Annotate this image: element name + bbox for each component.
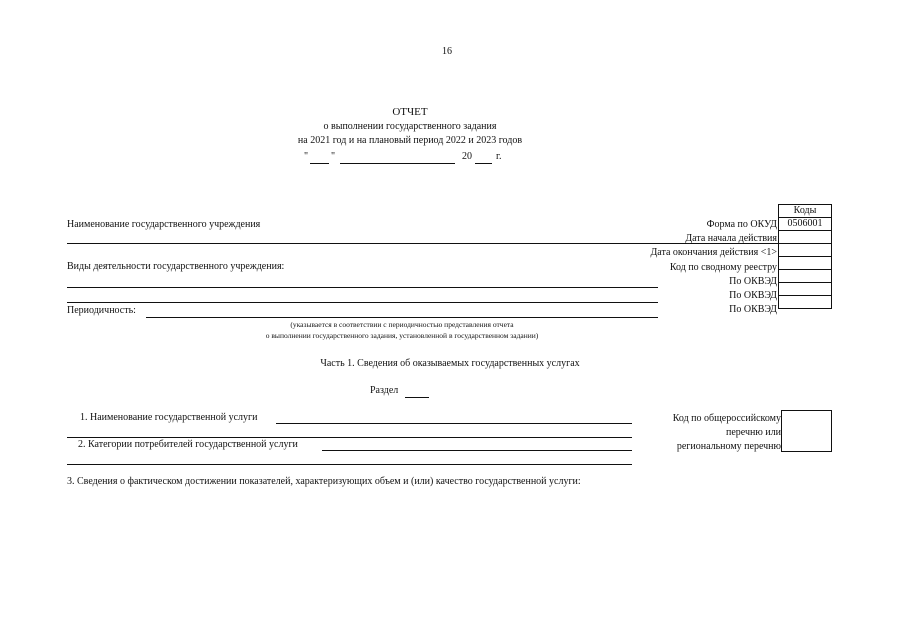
codes-table [778, 204, 832, 309]
month-field[interactable] [340, 163, 455, 164]
report-title: ОТЧЕТ [392, 106, 428, 118]
okud-code-cell[interactable]: 0506001 [779, 218, 832, 231]
year-suffix: г. [496, 151, 502, 162]
registry-code-cell[interactable] [779, 257, 832, 270]
start-date-cell[interactable] [779, 231, 832, 244]
activity-types-label: Виды деятельности государственного учреждения: [67, 261, 285, 272]
registry-code-label-line-1: Код по общероссийскому [672, 413, 781, 424]
okved-label-2: По ОКВЭД [729, 290, 777, 301]
okved-label-3: По ОКВЭД [729, 304, 777, 315]
registry-code-label: Код по сводному реестру [669, 262, 777, 273]
start-date-label: Дата начала действия [685, 233, 777, 244]
registry-code-label-line-2: перечню или [725, 427, 781, 438]
registry-code-label-line-3: региональному перечню [676, 441, 781, 452]
okved-cell-2[interactable] [779, 283, 832, 296]
indicators-heading: 3. Сведения о фактическом достижении показателей, характеризующих объем и (или) качество государственной услуги: [67, 476, 581, 487]
service-name-line[interactable] [276, 423, 632, 424]
date-close-quote: " [331, 151, 336, 162]
okud-label: Форма по ОКУД [706, 219, 777, 230]
day-field[interactable] [310, 163, 329, 164]
periodicity-note-1: (указывается в соответствии с периодичностью представления отчета [290, 320, 514, 329]
page-number: 16 [442, 46, 452, 57]
okved-cell-3[interactable] [779, 296, 832, 309]
consumer-categories-line[interactable] [322, 450, 632, 451]
consumer-categories-label: 2. Категории потребителей государственной услуги [78, 439, 298, 450]
activity-types-line-2[interactable] [67, 302, 658, 303]
codes-header: Коды [779, 205, 832, 218]
section-label: Раздел [370, 385, 399, 396]
date-open-quote: " [304, 151, 309, 162]
year-field[interactable] [475, 163, 492, 164]
periodicity-label: Периодичность: [67, 305, 136, 316]
report-period: на 2021 год и на плановый период 2022 и 2023 годов [297, 135, 523, 146]
consumer-categories-line-2[interactable] [67, 464, 632, 465]
registry-code-box[interactable] [781, 410, 832, 452]
institution-name-line[interactable] [67, 243, 778, 244]
section-number-field[interactable] [405, 397, 429, 398]
registry-code-block-label [673, 412, 781, 454]
service-name-label: 1. Наименование государственной услуги [80, 412, 258, 423]
periodicity-line[interactable] [146, 317, 658, 318]
service-name-line-2[interactable] [67, 437, 632, 438]
okved-cell-1[interactable] [779, 270, 832, 283]
periodicity-note-2: о выполнении государственного задания, установленной в государственном задании) [265, 331, 539, 340]
year-prefix: 20 [462, 151, 472, 162]
report-subtitle: о выполнении государственного задания [323, 121, 497, 132]
okved-label-1: По ОКВЭД [729, 276, 777, 287]
end-date-cell[interactable] [779, 244, 832, 257]
institution-name-label: Наименование государственного учреждения [67, 219, 261, 230]
part1-title: Часть 1. Сведения об оказываемых государственных услугах [320, 358, 580, 369]
end-date-label: Дата окончания действия <1> [650, 247, 777, 258]
activity-types-line-1[interactable] [67, 287, 658, 288]
